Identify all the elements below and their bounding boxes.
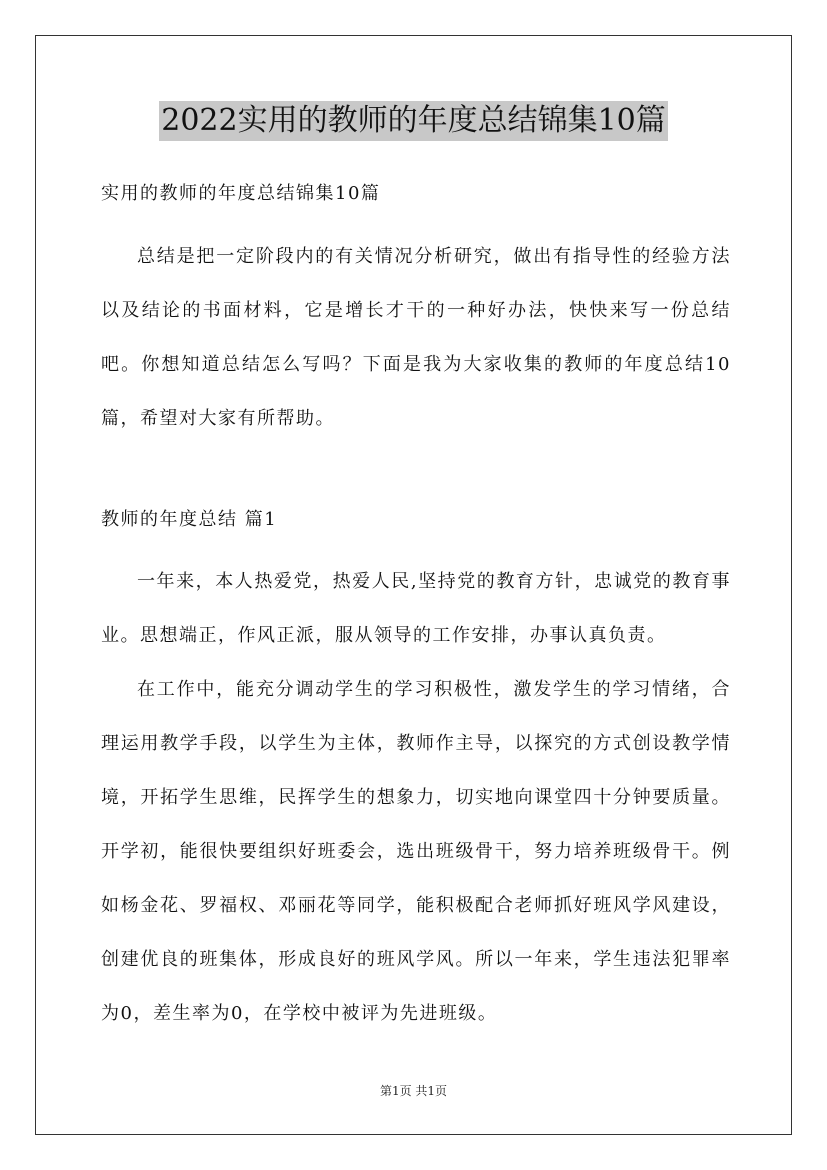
document-title: 2022实用的教师的年度总结锦集10篇	[159, 101, 668, 141]
document-subtitle: 实用的教师的年度总结锦集10篇	[101, 183, 381, 204]
intro-paragraph: 总结是把一定阶段内的有关情况分析研究，做出有指导性的经验方法以及结论的书面材料，它是增长才干的一种好办法，快快来写一份总结吧。你想知道总结怎么写吗？下面是我为大家收集的教师的年度总结10篇，希望对大家有所帮助。	[101, 246, 731, 429]
section-body	[101, 555, 731, 1041]
page-number-footer: 第1页 共1页	[379, 1084, 448, 1098]
section-heading: 教师的年度总结 篇1	[101, 509, 278, 530]
document-title-container	[0, 101, 827, 141]
body-paragraph: 一年来，本人热爱党，热爱人民,坚持党的教育方针，忠诚党的教育事业。思想端正，作风正派，服从领导的工作安排，办事认真负责。	[101, 571, 731, 646]
body-paragraph: 在工作中，能充分调动学生的学习积极性，激发学生的学习情绪，合理运用教学手段，以学生为主体，教师作主导，以探究的方式创设教学情境，开拓学生思维，民挥学生的想象力，切实地向课堂四十分钟要质量。开学初，能很快要组织好班委会，选出班级骨干，努力培养班级骨干。例如杨金花、罗福权、邓丽花等同学，能积极配合老师抓好班风学风建设，创建优良的班集体，形成良好的班风学风。所以一年来，学生违法犯罪率为0，差生率为0，在学校中被评为先进班级。	[101, 679, 731, 1024]
